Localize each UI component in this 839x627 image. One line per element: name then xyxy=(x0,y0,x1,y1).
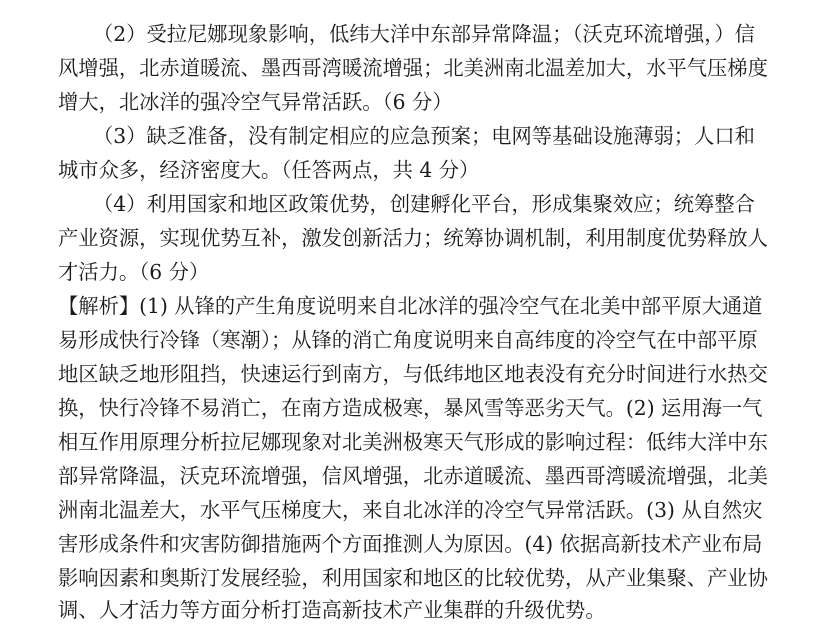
answer-2-line-3: 增大，北冰洋的强冷空气异常活跃。（6 分） xyxy=(58,90,453,114)
answer-3-line-2: 城市众多，经济密度大。（任答两点，共 4 分） xyxy=(58,158,480,182)
analysis-line-3: 地区缺乏地形阻挡，快速运行到南方，与低纬地区地表没有充分时间进行水热交 xyxy=(58,362,768,386)
analysis-line-10: 调、人才活力等方面分析打造高新技术产业集群的升级优势。 xyxy=(58,598,606,622)
analysis-line-4: 换，快行冷锋不易消亡，在南方造成极寒，暴风雪等恶劣天气。(2) 运用海一气 xyxy=(58,396,763,420)
analysis-line-8: 害形成条件和灾害防御措施两个方面推测人为原因。(4) 依据高新技术产业布局 xyxy=(58,532,763,556)
answer-2-line-2: 风增强，北赤道暖流、墨西哥湾暖流增强；北美洲南北温差加大，水平气压梯度 xyxy=(58,56,768,80)
answer-4-line-3: 才活力。（6 分） xyxy=(58,260,210,284)
analysis-line-9: 影响因素和奥斯汀发展经验，利用国家和地区的比较优势，从产业集聚、产业协 xyxy=(58,566,768,590)
analysis-line-7: 洲南北温差大，水平气压梯度大，来自北冰洋的冷空气异常活跃。(3) 从自然灾 xyxy=(58,498,763,522)
analysis-line-2: 易形成快行冷锋（寒潮）；从锋的消亡角度说明来自高纬度的冷空气在中部平原 xyxy=(58,328,758,352)
analysis-line-5: 相互作用原理分析拉尼娜现象对北美洲极寒天气形成的影响过程：低纬大洋中东 xyxy=(58,430,768,454)
answer-3-line-1: （3）缺乏准备，没有制定相应的应急预案；电网等基础设施薄弱；人口和 xyxy=(93,124,755,148)
analysis-line-1: 【解析】(1) 从锋的产生角度说明来自北冰洋的强冷空气在北美中部平原大通道 xyxy=(58,294,763,318)
answer-4-line-2: 产业资源，实现优势互补，激发创新活力；统筹协调机制，利用制度优势释放人 xyxy=(58,226,768,250)
answer-2-line-1: （2）受拉尼娜现象影响，低纬大洋中东部异常降温；（沃克环流增强，）信 xyxy=(93,22,755,46)
analysis-line-6: 部异常降温，沃克环流增强，信风增强，北赤道暖流、墨西哥湾暖流增强，北美 xyxy=(58,464,768,488)
answer-4-line-1: （4）利用国家和地区政策优势，创建孵化平台，形成集聚效应；统筹整合 xyxy=(93,192,755,216)
